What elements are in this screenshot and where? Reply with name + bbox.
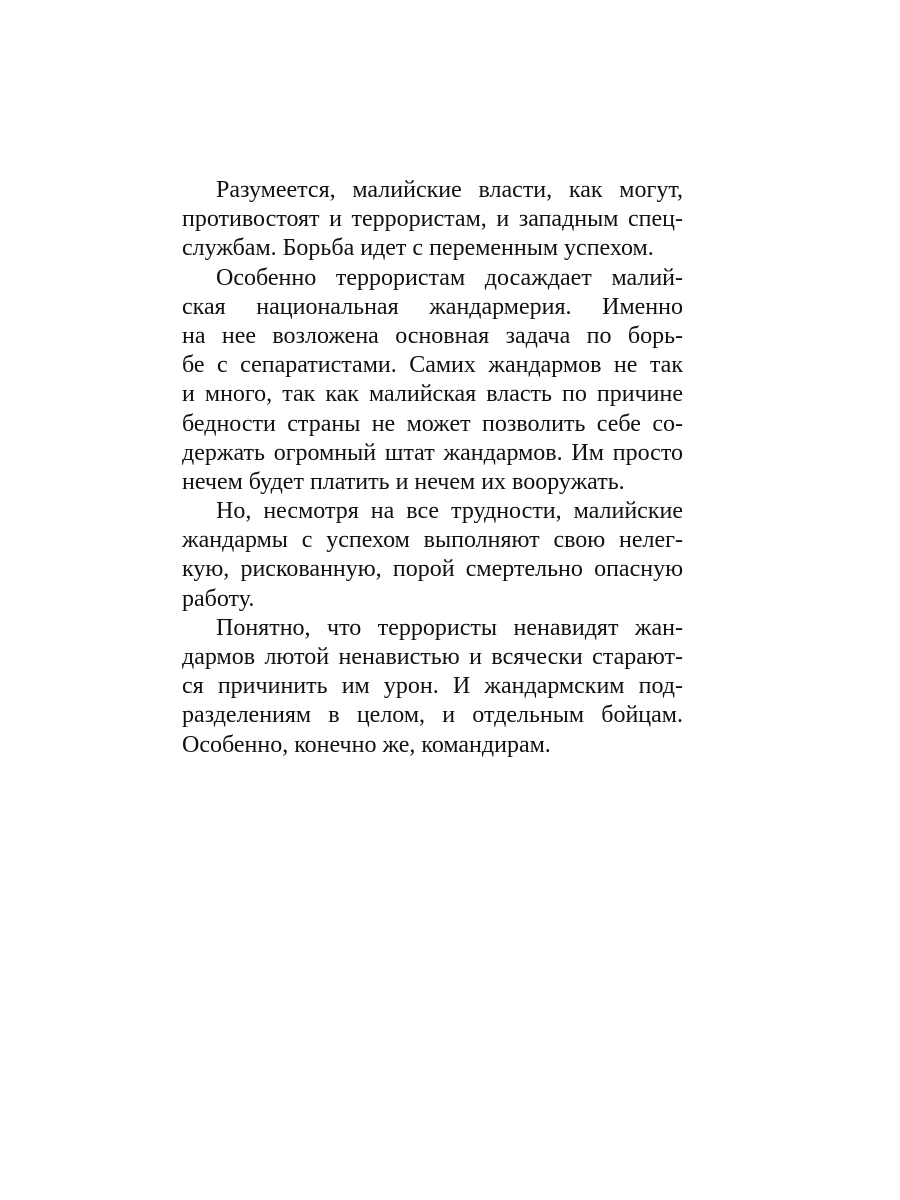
text-line: нечем будет платить и нечем их вооружать. <box>182 468 625 495</box>
text-line: службам. Борьба идет с переменным успехом. <box>182 235 654 262</box>
text-line: бедности страны не может позволить себе со- <box>182 410 683 437</box>
text-line: ская национальная жандармерия. Именно <box>182 293 683 320</box>
text-line: работу. <box>182 585 255 612</box>
paragraph-1 <box>182 176 683 264</box>
text-line: Особенно террористам досаждает малий- <box>216 264 683 291</box>
paragraph-2 <box>182 264 683 498</box>
text-line: бе с сепаратистами. Самих жандармов не так <box>182 352 683 379</box>
text-line: разделениям в целом, и отдельным бойцам. <box>182 702 683 729</box>
paragraph-4 <box>182 614 683 760</box>
text-line: ся причинить им урон. И жандармским под- <box>182 673 683 700</box>
text-line: и много, так как малийская власть по причине <box>182 381 683 408</box>
text-line: Но, несмотря на все трудности, малийские <box>216 498 683 525</box>
text-line: на нее возложена основная задача по борь- <box>182 322 683 349</box>
text-line: кую, рискованную, порой смертельно опасную <box>182 556 683 583</box>
text-line: дармов лютой ненавистью и всячески старают- <box>182 644 683 670</box>
text-line: жандармы с успехом выполняют свою нелег- <box>182 527 683 554</box>
paragraph-3 <box>182 497 683 614</box>
text-line: держать огромный штат жандармов. Им просто <box>182 439 683 466</box>
text-line: противостоят и террористам, и западным спец- <box>182 206 683 233</box>
text-line: Особенно, конечно же, командирам. <box>182 731 551 758</box>
text-line: Понятно, что террористы ненавидят жан- <box>216 614 683 641</box>
text-line: Разумеется, малийские власти, как могут, <box>216 177 683 203</box>
body-text <box>182 176 683 760</box>
